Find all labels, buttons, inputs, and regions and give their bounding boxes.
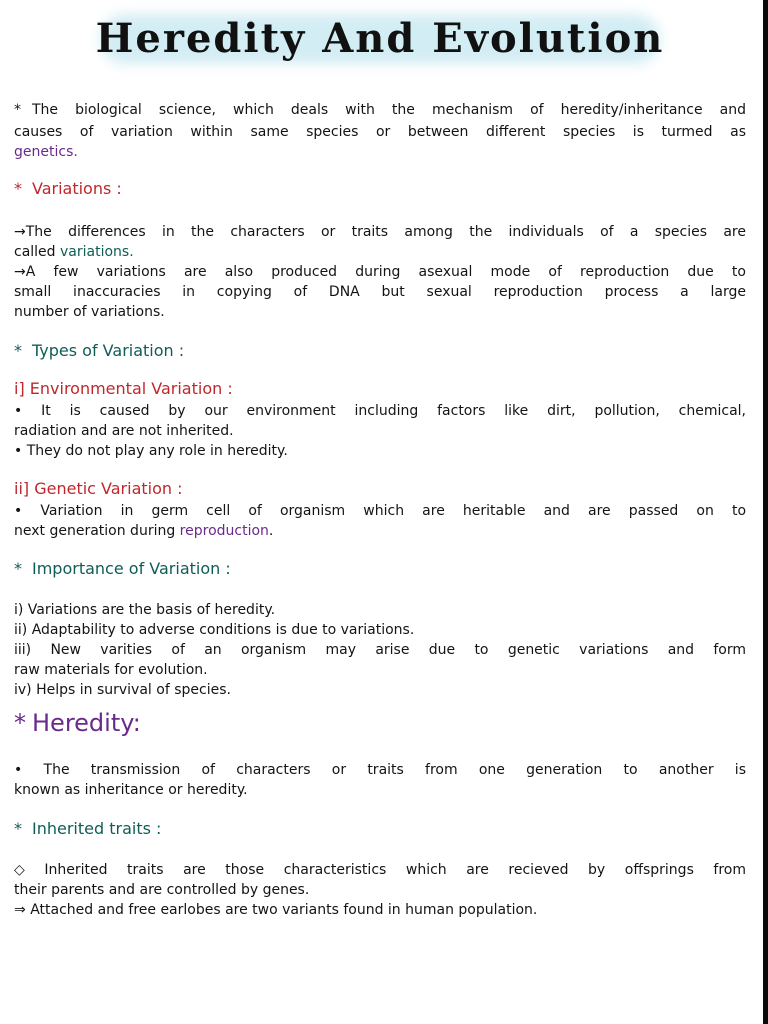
inherited-line-1 <box>14 860 746 880</box>
variations-p1-text-1: The differences in the characters or traits among the individuals of a species are <box>25 224 746 240</box>
importance-heading <box>14 558 231 580</box>
double-arrow-icon: ⇒ <box>14 902 26 918</box>
types-heading-text: Types of Variation : <box>32 341 185 360</box>
variations-heading-text: Variations : <box>32 179 122 198</box>
heredity-heading <box>14 708 141 738</box>
genetic-line-1 <box>14 501 746 521</box>
arrow-icon: → <box>14 224 26 240</box>
variations-p1-line-2 <box>14 242 746 262</box>
heredity-heading-text: Heredity: <box>32 709 141 737</box>
diamond-icon: ◇ <box>14 862 25 878</box>
inherited-traits-heading-text: Inherited traits : <box>32 819 162 838</box>
environmental-text-1: It is caused by our environment including factors like dirt, pollution, chemical, <box>41 403 747 419</box>
intro-text-1: The biological science, which deals with the mechanism of heredity/inheritance and <box>32 102 746 118</box>
genetic-variation-heading: ii] Genetic Variation : <box>14 479 183 498</box>
bullet-icon: • <box>14 403 23 419</box>
inherited-traits-heading <box>14 818 161 840</box>
types-heading <box>14 340 184 362</box>
genetic-text-2-end: . <box>268 523 274 539</box>
bullet-icon: • <box>14 762 23 778</box>
variations-p2-line-2: small inaccuracies in copying of DNA but sexual reproduction process a large <box>14 284 746 300</box>
importance-item-3: iii) New varities of an organism may arise due to genetic variations and form <box>14 642 746 658</box>
bullet-icon: • <box>14 503 23 519</box>
page-title: Heredity And Evolution <box>95 15 665 62</box>
inherited-text-1: Inherited traits are those characteristics which are recieved by offsprings from <box>44 862 747 878</box>
variations-p2-line-1 <box>14 262 746 282</box>
inherited-line-2: their parents and are controlled by genes. <box>14 882 310 898</box>
importance-item-2: ii) Adaptability to adverse conditions is due to variations. <box>14 622 415 638</box>
variations-p1-line-1 <box>14 222 746 242</box>
importance-heading-text: Importance of Variation : <box>32 559 231 578</box>
importance-item-3-cont: raw materials for evolution. <box>14 662 208 678</box>
inherited-line-3 <box>14 900 746 920</box>
bullet-icon: • <box>14 443 23 459</box>
variations-p2-text-1: A few variations are also produced during asexual mode of reproduction due to <box>25 264 746 280</box>
heredity-line-1 <box>14 760 746 780</box>
genetic-text-1: Variation in germ cell of organism which are heritable and are passed on to <box>40 503 747 519</box>
asterisk-icon: * <box>14 341 22 360</box>
environmental-line-1 <box>14 401 746 421</box>
right-border <box>763 0 768 1024</box>
environmental-text-3: They do not play any role in heredity. <box>26 443 288 459</box>
heredity-text-1: The transmission of characters or traits from one generation to another is <box>43 762 746 778</box>
genetic-line-2 <box>14 521 746 541</box>
inherited-text-3: Attached and free earlobes are two variants found in human population. <box>30 902 538 918</box>
intro-line-3: genetics. <box>14 144 78 160</box>
variations-p1-text-2: called <box>14 244 56 260</box>
importance-item-4: iv) Helps in survival of species. <box>14 682 231 698</box>
genetic-text-2: next generation during <box>14 523 176 539</box>
asterisk-icon: * <box>14 179 22 198</box>
environmental-line-2: radiation and are not inherited. <box>14 423 234 439</box>
title-block <box>0 8 760 70</box>
intro-line-2: causes of variation within same species or between different species is turmed as <box>14 124 746 140</box>
arrow-icon: → <box>14 264 26 280</box>
reproduction-term: reproduction <box>179 523 269 539</box>
variations-p2-line-3: number of variations. <box>14 304 165 320</box>
environmental-line-3 <box>14 441 746 461</box>
asterisk-icon: * <box>14 102 21 118</box>
intro-line-1 <box>14 100 746 120</box>
variations-heading <box>14 178 122 200</box>
variations-term: variations. <box>60 244 134 260</box>
asterisk-icon: * <box>14 819 22 838</box>
asterisk-icon: * <box>14 559 22 578</box>
environmental-variation-heading: i] Environmental Variation : <box>14 379 233 398</box>
importance-item-1: i) Variations are the basis of heredity. <box>14 602 276 618</box>
heredity-line-2: known as inheritance or heredity. <box>14 782 248 798</box>
asterisk-icon: * <box>14 709 26 737</box>
